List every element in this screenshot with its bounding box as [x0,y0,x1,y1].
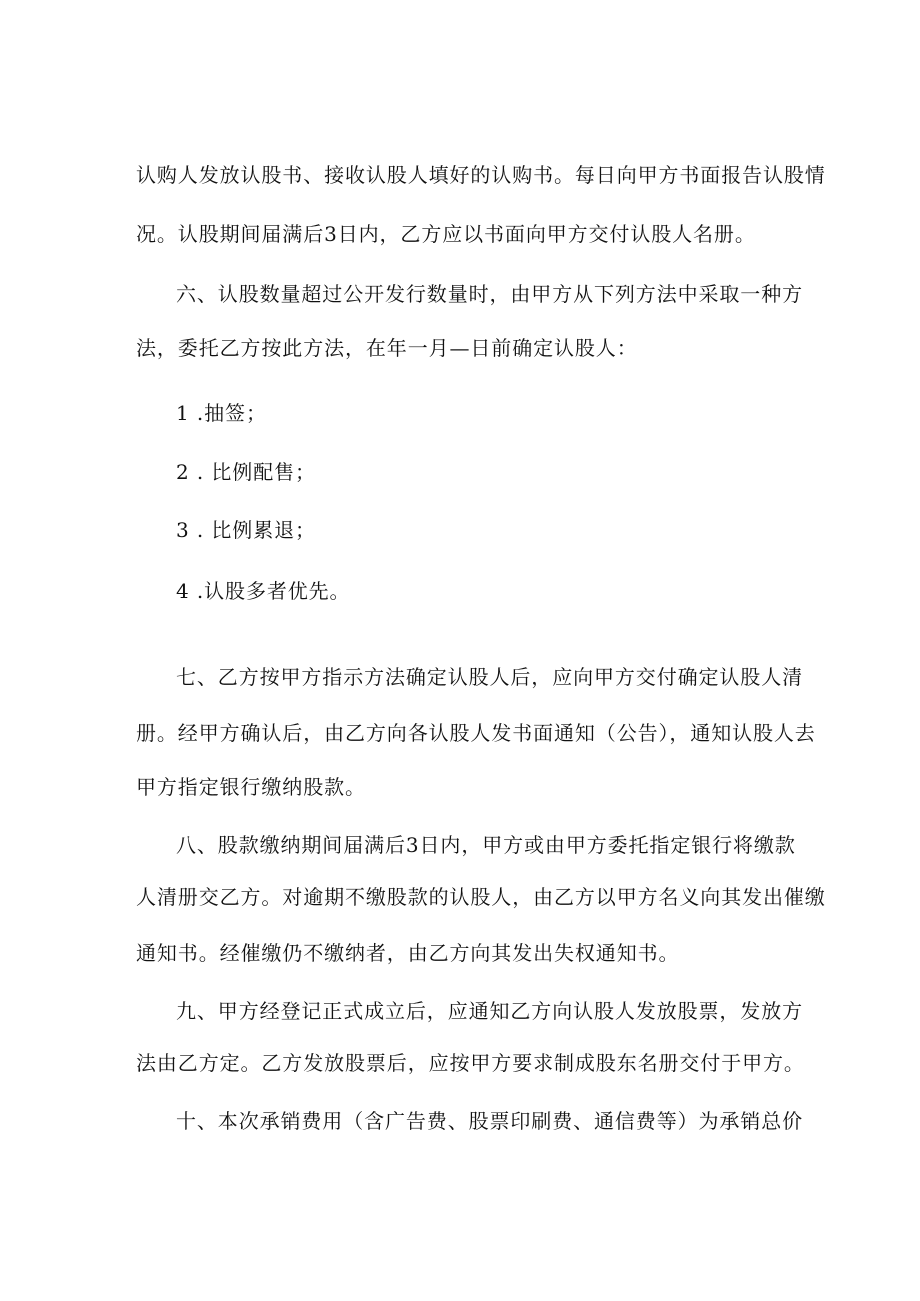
text-line: 人清册交乙方。对逾期不缴股款的认股人，由乙方以甲方名义向其发出催缴 [136,885,826,909]
text-line: 八、股款缴纳期间届满后3日内，甲方或由甲方委托指定银行将缴款 [176,833,796,857]
text-line: 法由乙方定。乙方发放股票后，应按甲方要求制成股东名册交付于甲方。 [136,1051,805,1075]
text-line: 法，委托乙方按此方法，在年一月—日前确定认股人： [136,336,638,360]
text-line: 七、乙方按甲方指示方法确定认股人后，应向甲方交付确定认股人清 [176,665,803,689]
text-line: 九、甲方经登记正式成立后，应通知乙方向认股人发放股票，发放方 [176,999,803,1023]
text-line: 通知书。经催缴仍不缴纳者，由乙方向其发出失权通知书。 [136,941,680,965]
list-item: 2 . 比例配售； [176,460,316,484]
text-line: 册。经甲方确认后，由乙方向各认股人发书面通知（公告），通知认股人去 [136,721,816,745]
list-item: 4 .认股多者优先。 [176,579,351,603]
text-line: 况。认股期间届满后3日内，乙方应以书面向甲方交付认股人名册。 [136,222,756,246]
text-line: 十、本次承销费用（含广告费、股票印刷费、通信费等）为承销总价 [176,1109,803,1133]
list-item: 1 .抽签； [176,401,267,425]
list-item: 3 . 比例累退； [176,518,316,542]
text-line: 认购人发放认股书、接收认股人填好的认购书。每日向甲方书面报告认股情 [136,163,826,187]
text-line: 六、认股数量超过公开发行数量时，由甲方从下列方法中采取一种方 [176,282,803,306]
text-line: 甲方指定银行缴纳股款。 [136,775,366,799]
